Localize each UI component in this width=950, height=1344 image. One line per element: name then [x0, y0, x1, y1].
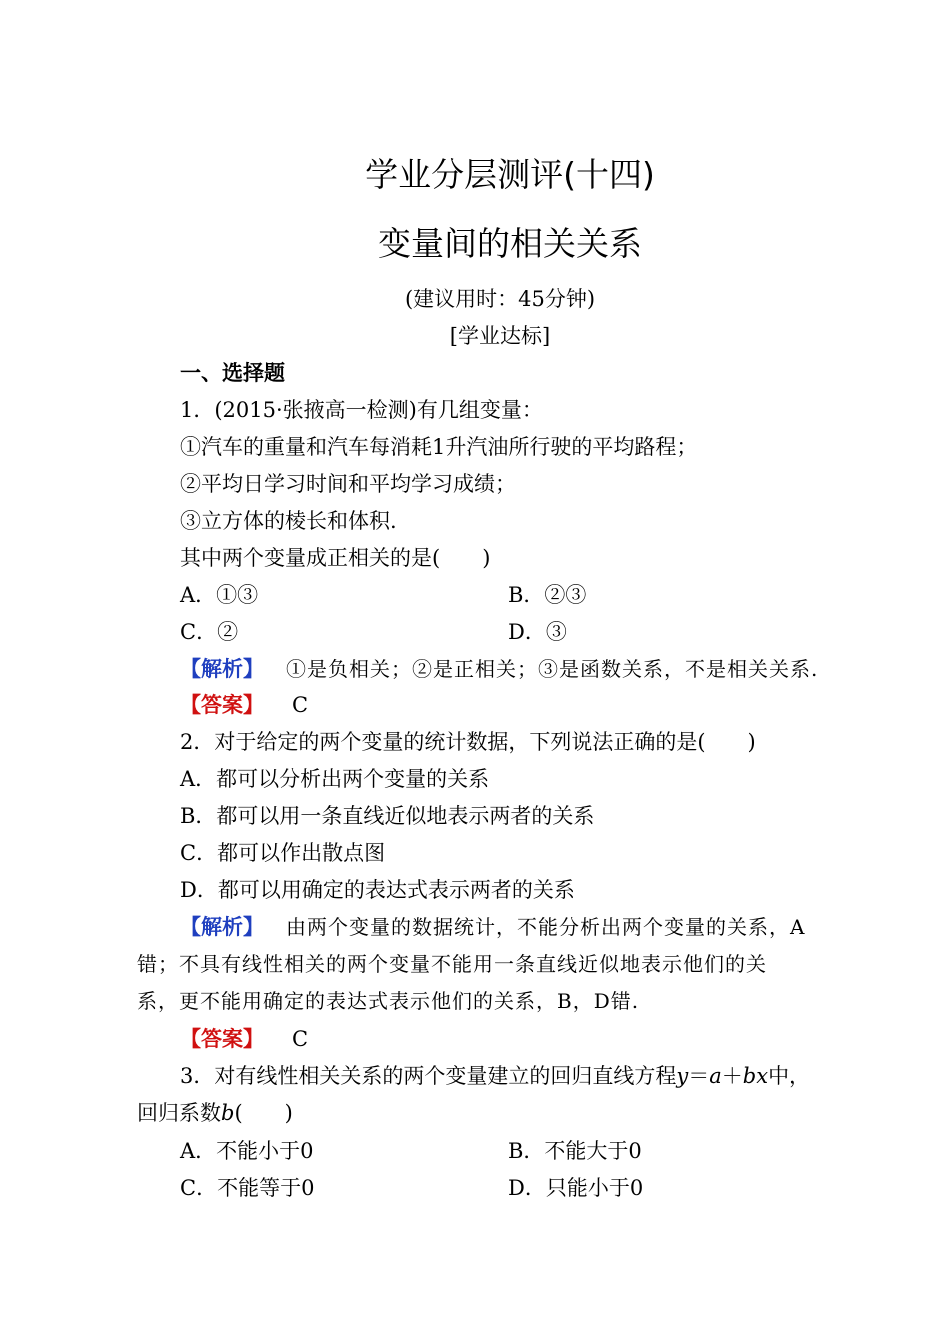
question-3-option-d: D．只能小于0 — [508, 1176, 644, 1200]
analysis-text-line-1: 由两个变量的数据统计，不能分析出两个变量的关系，A — [286, 915, 806, 939]
equation-y: y — [676, 1064, 689, 1088]
question-2-answer — [180, 1024, 308, 1054]
section-label: [学业达标] — [449, 324, 551, 348]
question-1-option-b: B．②③ — [508, 583, 587, 607]
question-2-option-d: D．都可以用确定的表达式表示两者的关系 — [180, 878, 575, 902]
stem-text: 3．对有线性相关关系的两个变量建立的回归直线方程 — [180, 1064, 677, 1088]
question-1-option-c: C．② — [180, 620, 239, 644]
question-2-option-b: B．都可以用一条直线近似地表示两者的关系 — [180, 804, 595, 828]
answer-tag: 【答案】 — [180, 693, 264, 717]
question-1-item-3: ③立方体的棱长和体积. — [180, 509, 397, 533]
part-heading: 一、选择题 — [180, 361, 285, 385]
question-1-option-a: A．①③ — [180, 583, 259, 607]
question-3-option-a: A．不能小于0 — [180, 1139, 314, 1163]
question-3-stem-line-2 — [137, 1098, 293, 1128]
answer-tag: 【答案】 — [180, 1027, 264, 1051]
question-2-analysis-line-3: 系，更不能用确定的表达式表示他们的关系，B，D错. — [137, 989, 640, 1013]
equation-a: a — [709, 1064, 722, 1088]
analysis-tag: 【解析】 — [180, 657, 264, 681]
question-1-answer — [180, 690, 308, 720]
stem-text: 回归系数 — [137, 1101, 221, 1125]
question-1-prompt: 其中两个变量成正相关的是( ) — [180, 546, 491, 570]
coefficient-b: b — [221, 1101, 235, 1125]
stem-text-end: 中， — [768, 1064, 811, 1088]
answer-blank: ( ) — [234, 1101, 293, 1125]
question-3-option-c: C．不能等于0 — [180, 1176, 315, 1200]
equation-plus: ＋ — [721, 1064, 743, 1088]
page-title: 学业分层测评(十四) — [365, 155, 655, 194]
answer-text: C — [292, 1027, 309, 1051]
question-2-option-c: C．都可以作出散点图 — [180, 841, 386, 865]
equation-equals: ＝ — [688, 1064, 710, 1088]
question-2-stem: 2．对于给定的两个变量的统计数据，下列说法正确的是( ) — [180, 730, 756, 754]
question-3-stem — [180, 1061, 810, 1091]
question-3-option-b: B．不能大于0 — [508, 1139, 642, 1163]
question-1-stem: 1．(2015·张掖高一检测)有几组变量： — [180, 398, 543, 422]
page-subtitle: 变量间的相关关系 — [378, 224, 642, 263]
question-1-option-d: D．③ — [508, 620, 567, 644]
question-1-item-1: ①汽车的重量和汽车每消耗1升汽油所行驶的平均路程； — [180, 435, 698, 459]
equation-bx: bx — [742, 1064, 769, 1088]
question-2-analysis-line-2: 错；不具有线性相关的两个变量不能用一条直线近似地表示他们的关 — [137, 952, 767, 976]
answer-text: C — [292, 693, 309, 717]
analysis-text: ①是负相关；②是正相关；③是函数关系，不是相关关系. — [286, 657, 819, 681]
question-1-analysis — [180, 654, 818, 684]
question-2-analysis — [180, 912, 805, 942]
analysis-tag: 【解析】 — [180, 915, 264, 939]
question-2-option-a: A．都可以分析出两个变量的关系 — [180, 767, 490, 791]
question-1-item-2: ②平均日学习时间和平均学习成绩； — [180, 472, 516, 496]
suggested-time: (建议用时：45分钟) — [404, 287, 596, 311]
